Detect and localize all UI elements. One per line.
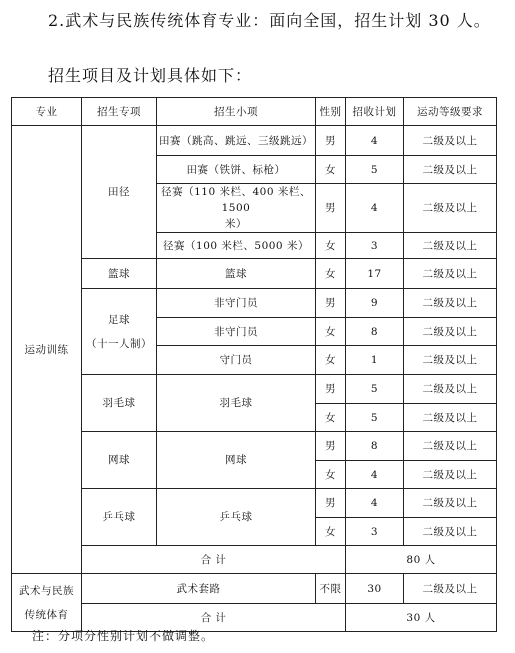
- plan-cell: 5: [346, 404, 404, 432]
- gender-cell: 女: [316, 518, 346, 546]
- requirement-cell: 二级及以上: [404, 574, 497, 604]
- plan-cell: 4: [346, 461, 404, 489]
- subtotal-row: [12, 546, 497, 574]
- specialty-line: （十一人制）: [86, 337, 152, 350]
- requirement-cell: 二级及以上: [404, 404, 497, 432]
- subtotal-label: 合 计: [82, 604, 346, 632]
- plan-cell: 1: [346, 346, 404, 375]
- gender-cell: 男: [316, 184, 346, 233]
- subitem-cell: 羽毛球: [157, 375, 316, 432]
- specialty-pingpong: 乒乓球: [82, 489, 157, 546]
- gender-cell: 女: [316, 346, 346, 375]
- specialty-tianjing: 田径: [82, 126, 157, 259]
- subitem-cell: 乒乓球: [157, 489, 316, 546]
- plan-cell: 4: [346, 184, 404, 233]
- requirement-cell: 二级及以上: [404, 289, 497, 318]
- gender-cell: 女: [316, 404, 346, 432]
- requirement-cell: 二级及以上: [404, 318, 497, 346]
- gender-cell: 男: [316, 289, 346, 318]
- paragraph-table-intro: 招生项目及计划具体如下：: [48, 66, 253, 85]
- subitem-cell: 田赛（铁饼、标枪）: [157, 156, 316, 184]
- table-row: [12, 289, 497, 318]
- subitem-cell: [157, 184, 316, 233]
- major-line: 武术与民族: [19, 584, 74, 597]
- plan-cell: 5: [346, 156, 404, 184]
- subitem-cell: 田赛（跳高、跳远、三级跳远）: [157, 126, 316, 156]
- major-sports-training: 运动训练: [12, 126, 82, 574]
- header-major: 专业: [12, 98, 82, 126]
- gender-cell: 男: [316, 375, 346, 404]
- subitem-line: 径赛（110 米栏、400 米栏、1500: [161, 186, 311, 214]
- table-row: [12, 432, 497, 461]
- subitem-cell: 网球: [157, 432, 316, 489]
- footnote: 注：分项分性别计划不做调整。: [32, 629, 215, 643]
- subtotal-label: 合 计: [82, 546, 346, 574]
- plan-cell: 3: [346, 233, 404, 259]
- gender-cell: 女: [316, 318, 346, 346]
- requirement-cell: 二级及以上: [404, 259, 497, 289]
- subitem-cell: 非守门员: [157, 318, 316, 346]
- subitem-cell: 篮球: [157, 259, 316, 289]
- plan-cell: 8: [346, 432, 404, 461]
- major-line: 传统体育: [24, 608, 69, 621]
- paragraph-enrollment-summary: 2.武术与民族传统体育专业：面向全国，招生计划 30 人。: [48, 11, 491, 30]
- plan-cell: 3: [346, 518, 404, 546]
- header-gender: 性别: [316, 98, 346, 126]
- gender-cell: 男: [316, 126, 346, 156]
- enrollment-plan-table: [11, 97, 497, 632]
- plan-cell: 30: [346, 574, 404, 604]
- table-row: [12, 259, 497, 289]
- table-row: [12, 489, 497, 518]
- plan-cell: 17: [346, 259, 404, 289]
- header-plan: 招收计划: [346, 98, 404, 126]
- specialty-tennis: 网球: [82, 432, 157, 489]
- gender-cell: 女: [316, 156, 346, 184]
- gender-cell: 女: [316, 233, 346, 259]
- requirement-cell: 二级及以上: [404, 461, 497, 489]
- requirement-cell: 二级及以上: [404, 126, 497, 156]
- subtotal-value: 30 人: [346, 604, 497, 632]
- gender-cell: 男: [316, 489, 346, 518]
- subitem-cell: 径赛（100 米栏、5000 米）: [157, 233, 316, 259]
- subitem-cell: 武术套路: [82, 574, 316, 604]
- subtotal-value: 80 人: [346, 546, 497, 574]
- table-row: [12, 375, 497, 404]
- requirement-cell: 二级及以上: [404, 375, 497, 404]
- subitem-line: 米）: [225, 218, 247, 230]
- specialty-basketball: 篮球: [82, 259, 157, 289]
- gender-cell: 不限: [316, 574, 346, 604]
- plan-cell: 8: [346, 318, 404, 346]
- header-specialty: 招生专项: [82, 98, 157, 126]
- major-wushu: [12, 574, 82, 632]
- plan-cell: 4: [346, 126, 404, 156]
- table-row: [12, 574, 497, 604]
- header-subitem: 招生小项: [157, 98, 316, 126]
- table-header-row: [12, 98, 497, 126]
- requirement-cell: 二级及以上: [404, 432, 497, 461]
- subitem-cell: 守门员: [157, 346, 316, 375]
- specialty-line: 足球: [108, 313, 130, 326]
- gender-cell: 女: [316, 461, 346, 489]
- gender-cell: 女: [316, 259, 346, 289]
- gender-cell: 男: [316, 432, 346, 461]
- plan-cell: 4: [346, 489, 404, 518]
- specialty-football: [82, 289, 157, 375]
- requirement-cell: 二级及以上: [404, 489, 497, 518]
- specialty-badminton: 羽毛球: [82, 375, 157, 432]
- requirement-cell: 二级及以上: [404, 156, 497, 184]
- header-requirement: 运动等级要求: [404, 98, 497, 126]
- requirement-cell: 二级及以上: [404, 518, 497, 546]
- plan-cell: 5: [346, 375, 404, 404]
- table-row: [12, 126, 497, 156]
- requirement-cell: 二级及以上: [404, 233, 497, 259]
- subitem-cell: 非守门员: [157, 289, 316, 318]
- requirement-cell: 二级及以上: [404, 184, 497, 233]
- plan-cell: 9: [346, 289, 404, 318]
- requirement-cell: 二级及以上: [404, 346, 497, 375]
